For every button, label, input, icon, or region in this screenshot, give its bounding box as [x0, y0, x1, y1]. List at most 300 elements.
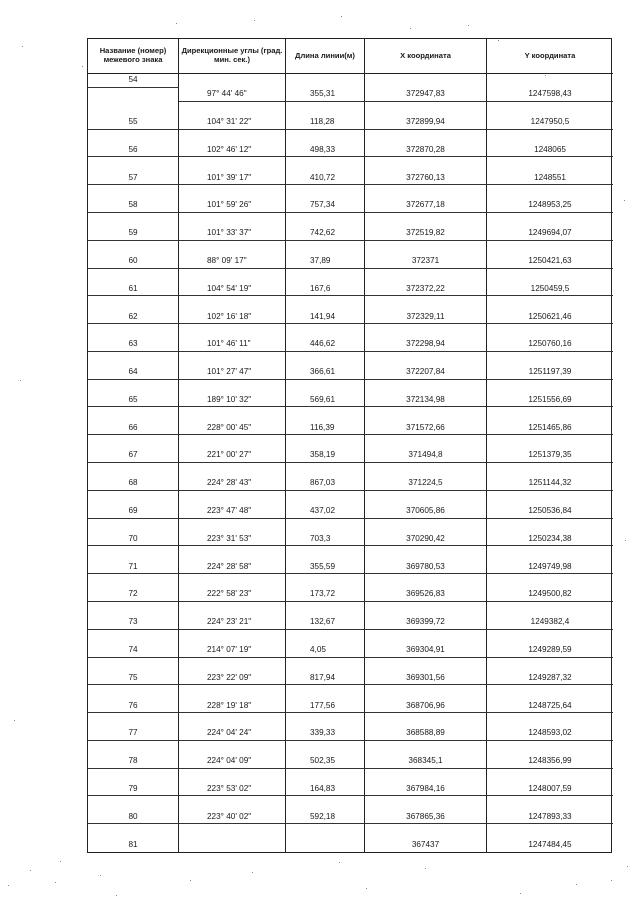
- speck: [82, 66, 83, 67]
- y-coordinate: 1248725,64: [487, 699, 613, 713]
- line-length: 498,33: [286, 143, 365, 157]
- speck: [30, 870, 31, 871]
- y-coordinate: 1250234,38: [487, 532, 613, 546]
- header-x-coordinate: X координата: [365, 39, 487, 74]
- length-spacer: [286, 74, 365, 88]
- speck: [625, 540, 626, 541]
- header-point-name: Название (номер) межевого знака: [88, 39, 179, 74]
- angle-spacer: [179, 435, 286, 449]
- y-coordinate: 1250459,5: [487, 282, 613, 296]
- direction-angle: 101° 46' 11": [179, 338, 286, 352]
- y-coordinate: 1249289,59: [487, 644, 613, 658]
- y-coordinate: 1249749,98: [487, 560, 613, 574]
- y-coordinate: 1251197,39: [487, 366, 613, 380]
- point-name-spacer: [88, 685, 179, 699]
- y-spacer: [487, 74, 613, 88]
- x-coordinate: 372947,83: [365, 88, 487, 102]
- point-name: 55: [88, 116, 179, 130]
- speck: [576, 884, 577, 885]
- point-name: 64: [88, 366, 179, 380]
- length-spacer: [286, 796, 365, 810]
- speck: [545, 75, 546, 76]
- x-spacer: [365, 463, 487, 477]
- direction-angle: 221° 00' 27": [179, 449, 286, 463]
- point-name-spacer: [88, 546, 179, 560]
- y-spacer: [487, 574, 613, 588]
- angle-spacer: [179, 130, 286, 144]
- length-spacer: [286, 185, 365, 199]
- direction-angle: 224° 04' 09": [179, 755, 286, 769]
- point-name-spacer: [88, 296, 179, 310]
- y-spacer: [487, 185, 613, 199]
- point-name: 80: [88, 810, 179, 824]
- length-spacer: [286, 519, 365, 533]
- y-coordinate: 1247950,5: [487, 116, 613, 130]
- angle-spacer: [179, 769, 286, 783]
- y-spacer: [487, 435, 613, 449]
- line-length: 116,39: [286, 421, 365, 435]
- y-spacer: [487, 157, 613, 171]
- y-coordinate: 1249694,07: [487, 227, 613, 241]
- x-spacer: [365, 630, 487, 644]
- y-spacer: [487, 324, 613, 338]
- length-spacer: [286, 658, 365, 672]
- direction-angle: 101° 33' 37": [179, 227, 286, 241]
- speck: [252, 872, 253, 873]
- direction-angle: 104° 54' 19": [179, 282, 286, 296]
- y-coordinate: 1249500,82: [487, 588, 613, 602]
- point-name: 68: [88, 477, 179, 491]
- y-coordinate: 1247598,43: [487, 88, 613, 102]
- x-spacer: [365, 269, 487, 283]
- speck: [254, 20, 255, 21]
- direction-angle: 88° 09' 17": [179, 255, 286, 269]
- x-coordinate: 372870,28: [365, 143, 487, 157]
- line-length: 742,62: [286, 227, 365, 241]
- y-spacer: [487, 130, 613, 144]
- point-name-spacer: [88, 324, 179, 338]
- line-length: 177,56: [286, 699, 365, 713]
- x-spacer: [365, 185, 487, 199]
- direction-angle: 101° 59' 26": [179, 199, 286, 213]
- y-coordinate: 1251556,69: [487, 394, 613, 408]
- direction-angle: 102° 16' 18": [179, 310, 286, 324]
- x-coordinate: 369399,72: [365, 616, 487, 630]
- x-spacer: [365, 519, 487, 533]
- x-spacer: [365, 685, 487, 699]
- speck: [624, 200, 625, 201]
- direction-angle: 228° 00' 45": [179, 421, 286, 435]
- angle-spacer: [179, 157, 286, 171]
- boundary-coordinates-table: [87, 38, 612, 853]
- point-name: 62: [88, 310, 179, 324]
- speck: [55, 882, 56, 883]
- length-spacer: [286, 546, 365, 560]
- angle-spacer: [179, 352, 286, 366]
- header-direction-angle: Дирекционные углы (град. мин. сек.): [179, 39, 286, 74]
- length-spacer: [286, 491, 365, 505]
- y-spacer: [487, 296, 613, 310]
- angle-spacer: [179, 602, 286, 616]
- y-coordinate: 1248953,25: [487, 199, 613, 213]
- direction-angle: 223° 53' 02": [179, 783, 286, 797]
- x-coordinate: 372519,82: [365, 227, 487, 241]
- point-name-spacer: [88, 157, 179, 171]
- y-spacer: [487, 602, 613, 616]
- angle-spacer: [179, 380, 286, 394]
- y-spacer: [487, 241, 613, 255]
- length-spacer: [286, 602, 365, 616]
- point-name: 56: [88, 143, 179, 157]
- angle-spacer: [179, 546, 286, 560]
- direction-angle: 223° 31' 53": [179, 532, 286, 546]
- point-name: 61: [88, 282, 179, 296]
- y-coordinate: 1249287,32: [487, 671, 613, 685]
- direction-angle: 224° 04' 24": [179, 727, 286, 741]
- x-coordinate: 367437: [365, 838, 487, 852]
- angle-spacer: [179, 213, 286, 227]
- angle-spacer: [179, 630, 286, 644]
- point-name: 73: [88, 616, 179, 630]
- line-length: 817,94: [286, 671, 365, 685]
- speck: [116, 895, 117, 896]
- y-coordinate: 1250421,63: [487, 255, 613, 269]
- direction-angle: 223° 22' 09": [179, 671, 286, 685]
- y-spacer: [487, 546, 613, 560]
- point-name-spacer: [88, 713, 179, 727]
- x-spacer: [365, 546, 487, 560]
- length-spacer: [286, 241, 365, 255]
- y-coordinate: 1250621,46: [487, 310, 613, 324]
- y-coordinate: 1248356,99: [487, 755, 613, 769]
- y-spacer: [487, 824, 613, 838]
- y-spacer: [487, 713, 613, 727]
- angle-spacer: [179, 269, 286, 283]
- point-name-spacer: [88, 630, 179, 644]
- x-spacer: [365, 352, 487, 366]
- point-name-spacer: [88, 574, 179, 588]
- point-name: 58: [88, 199, 179, 213]
- y-spacer: [487, 519, 613, 533]
- line-length: 757,34: [286, 199, 365, 213]
- speck: [176, 23, 177, 24]
- point-name-spacer: [88, 352, 179, 366]
- length-spacer: [286, 741, 365, 755]
- point-name: 67: [88, 449, 179, 463]
- line-length: 141,94: [286, 310, 365, 324]
- y-spacer: [487, 630, 613, 644]
- line-length: 358,19: [286, 449, 365, 463]
- x-spacer: [365, 407, 487, 421]
- angle-spacer: [179, 102, 286, 116]
- x-coordinate: 372134,98: [365, 394, 487, 408]
- y-coordinate: 1247893,33: [487, 810, 613, 824]
- point-name: 60: [88, 255, 179, 269]
- length-spacer: [286, 407, 365, 421]
- line-length: 410,72: [286, 171, 365, 185]
- x-spacer: [365, 130, 487, 144]
- point-name-spacer: [88, 380, 179, 394]
- length-spacer: [286, 574, 365, 588]
- point-name-spacer: [88, 824, 179, 838]
- header-y-coordinate: Y координата: [487, 39, 613, 74]
- point-name-spacer: [88, 88, 179, 102]
- x-coordinate: 367865,36: [365, 810, 487, 824]
- x-coordinate: 372298,94: [365, 338, 487, 352]
- angle-spacer: [179, 838, 286, 852]
- angle-spacer: [179, 519, 286, 533]
- point-name-spacer: [88, 741, 179, 755]
- x-spacer: [365, 213, 487, 227]
- y-spacer: [487, 463, 613, 477]
- x-coordinate: 368588,89: [365, 727, 487, 741]
- angle-spacer: [179, 185, 286, 199]
- length-spacer: [286, 213, 365, 227]
- length-spacer: [286, 296, 365, 310]
- x-coordinate: 369304,91: [365, 644, 487, 658]
- length-spacer: [286, 157, 365, 171]
- speck: [20, 380, 21, 381]
- angle-spacer: [179, 741, 286, 755]
- direction-angle: 224° 28' 58": [179, 560, 286, 574]
- length-spacer: [286, 713, 365, 727]
- angle-spacer: [179, 685, 286, 699]
- y-spacer: [487, 213, 613, 227]
- direction-angle: 102° 46' 12": [179, 143, 286, 157]
- y-spacer: [487, 658, 613, 672]
- point-name-spacer: [88, 491, 179, 505]
- y-spacer: [487, 491, 613, 505]
- line-length: 355,59: [286, 560, 365, 574]
- point-name: 81: [88, 838, 179, 852]
- x-spacer: [365, 769, 487, 783]
- x-coordinate: 369526,83: [365, 588, 487, 602]
- y-spacer: [487, 102, 613, 116]
- point-name: 69: [88, 505, 179, 519]
- point-name-spacer: [88, 463, 179, 477]
- line-length: 339,33: [286, 727, 365, 741]
- x-spacer: [365, 241, 487, 255]
- point-name: 54: [88, 74, 179, 88]
- speck: [341, 16, 342, 17]
- point-name-spacer: [88, 185, 179, 199]
- x-spacer: [365, 602, 487, 616]
- length-spacer: [286, 435, 365, 449]
- y-coordinate: 1248007,59: [487, 783, 613, 797]
- x-coordinate: 369780,53: [365, 560, 487, 574]
- point-name: 78: [88, 755, 179, 769]
- direction-angle: 214° 07' 19": [179, 644, 286, 658]
- y-spacer: [487, 380, 613, 394]
- angle-spacer: [179, 491, 286, 505]
- x-spacer: [365, 658, 487, 672]
- line-length: 118,28: [286, 116, 365, 130]
- point-name: 57: [88, 171, 179, 185]
- point-name-spacer: [88, 102, 179, 116]
- line-length: 366,61: [286, 366, 365, 380]
- y-coordinate: 1250760,16: [487, 338, 613, 352]
- length-spacer: [286, 838, 365, 852]
- length-spacer: [286, 769, 365, 783]
- angle-spacer: [179, 463, 286, 477]
- speck: [8, 885, 9, 886]
- point-name: 71: [88, 560, 179, 574]
- point-name-spacer: [88, 241, 179, 255]
- point-name-spacer: [88, 519, 179, 533]
- speck: [520, 893, 521, 894]
- length-spacer: [286, 380, 365, 394]
- y-coordinate: 1251465,86: [487, 421, 613, 435]
- direction-angle: 189° 10' 32": [179, 394, 286, 408]
- direction-angle: 97° 44' 46": [179, 88, 286, 102]
- direction-angle: 101° 27' 47": [179, 366, 286, 380]
- speck: [366, 888, 367, 889]
- x-spacer: [365, 824, 487, 838]
- speck: [468, 25, 469, 26]
- length-spacer: [286, 824, 365, 838]
- line-length: 355,31: [286, 88, 365, 102]
- x-coordinate: 372760,13: [365, 171, 487, 185]
- x-coordinate: 372372,22: [365, 282, 487, 296]
- line-length: 437,02: [286, 505, 365, 519]
- angle-spacer: [179, 574, 286, 588]
- length-spacer: [286, 352, 365, 366]
- point-name: 72: [88, 588, 179, 602]
- direction-angle: 223° 47' 48": [179, 505, 286, 519]
- point-name-spacer: [88, 269, 179, 283]
- point-name-spacer: [88, 435, 179, 449]
- line-length: 703,3: [286, 532, 365, 546]
- point-name-spacer: [88, 407, 179, 421]
- length-spacer: [286, 102, 365, 116]
- line-length: 502,35: [286, 755, 365, 769]
- x-spacer: [365, 157, 487, 171]
- y-spacer: [487, 741, 613, 755]
- line-length: 569,61: [286, 394, 365, 408]
- line-length: 37,89: [286, 255, 365, 269]
- angle-spacer: [179, 658, 286, 672]
- point-name: 76: [88, 699, 179, 713]
- x-coordinate: 372329,11: [365, 310, 487, 324]
- direction-angle: 224° 28' 43": [179, 477, 286, 491]
- point-name-spacer: [88, 769, 179, 783]
- angle-spacer: [179, 407, 286, 421]
- x-coordinate: 370290,42: [365, 532, 487, 546]
- y-spacer: [487, 269, 613, 283]
- y-spacer: [487, 769, 613, 783]
- angle-spacer: [179, 324, 286, 338]
- point-name: 77: [88, 727, 179, 741]
- speck: [339, 862, 340, 863]
- y-coordinate: 1248593,02: [487, 727, 613, 741]
- point-name-spacer: [88, 130, 179, 144]
- point-name: 74: [88, 644, 179, 658]
- speck: [627, 866, 628, 867]
- x-coordinate: 369301,56: [365, 671, 487, 685]
- angle-spacer: [179, 74, 286, 88]
- x-spacer: [365, 435, 487, 449]
- y-coordinate: 1251379,35: [487, 449, 613, 463]
- x-coordinate: 371572,66: [365, 421, 487, 435]
- x-spacer: [365, 741, 487, 755]
- x-spacer: [365, 324, 487, 338]
- x-coordinate: 368706,96: [365, 699, 487, 713]
- point-name-spacer: [88, 602, 179, 616]
- speck: [410, 28, 411, 29]
- x-coordinate: 372207,84: [365, 366, 487, 380]
- header-line-length: Длина линии(м): [286, 39, 365, 74]
- line-length: 4,05: [286, 644, 365, 658]
- y-coordinate: 1250536,84: [487, 505, 613, 519]
- line-length: 592,18: [286, 810, 365, 824]
- length-spacer: [286, 463, 365, 477]
- angle-spacer: [179, 713, 286, 727]
- point-name: 75: [88, 671, 179, 685]
- x-spacer: [365, 713, 487, 727]
- line-length: 132,67: [286, 616, 365, 630]
- length-spacer: [286, 685, 365, 699]
- x-coordinate: 371224,5: [365, 477, 487, 491]
- speck: [190, 880, 191, 881]
- x-coordinate: 372899,94: [365, 116, 487, 130]
- speck: [425, 868, 426, 869]
- line-length: 446,62: [286, 338, 365, 352]
- angle-spacer: [179, 796, 286, 810]
- x-coordinate: 372371: [365, 255, 487, 269]
- x-coordinate: 371494,8: [365, 449, 487, 463]
- length-spacer: [286, 130, 365, 144]
- line-length: 867,03: [286, 477, 365, 491]
- point-name-spacer: [88, 213, 179, 227]
- direction-angle: 224° 23' 21": [179, 616, 286, 630]
- point-name: 70: [88, 532, 179, 546]
- y-spacer: [487, 685, 613, 699]
- y-spacer: [487, 352, 613, 366]
- point-name-spacer: [88, 796, 179, 810]
- angle-spacer: [179, 241, 286, 255]
- line-length: 167,6: [286, 282, 365, 296]
- direction-angle: 228° 19' 18": [179, 699, 286, 713]
- angle-spacer: [179, 296, 286, 310]
- point-name: 79: [88, 783, 179, 797]
- direction-angle: 223° 40' 02": [179, 810, 286, 824]
- point-name: 59: [88, 227, 179, 241]
- y-coordinate: 1248551: [487, 171, 613, 185]
- point-name: 63: [88, 338, 179, 352]
- angle-spacer: [179, 824, 286, 838]
- length-spacer: [286, 630, 365, 644]
- direction-angle: 101° 39' 17": [179, 171, 286, 185]
- speck: [100, 875, 101, 876]
- y-coordinate: 1251144,32: [487, 477, 613, 491]
- y-spacer: [487, 407, 613, 421]
- x-spacer: [365, 491, 487, 505]
- speck: [611, 880, 612, 881]
- x-coordinate: 367984,16: [365, 783, 487, 797]
- x-coordinate: 370605,86: [365, 505, 487, 519]
- y-spacer: [487, 796, 613, 810]
- length-spacer: [286, 324, 365, 338]
- direction-angle: 104° 31' 22": [179, 116, 286, 130]
- x-spacer: [365, 574, 487, 588]
- direction-angle: 222° 58' 23": [179, 588, 286, 602]
- line-length: 164,83: [286, 783, 365, 797]
- speck: [22, 46, 23, 47]
- speck: [14, 720, 15, 721]
- line-length: 173,72: [286, 588, 365, 602]
- x-spacer: [365, 796, 487, 810]
- point-name: 66: [88, 421, 179, 435]
